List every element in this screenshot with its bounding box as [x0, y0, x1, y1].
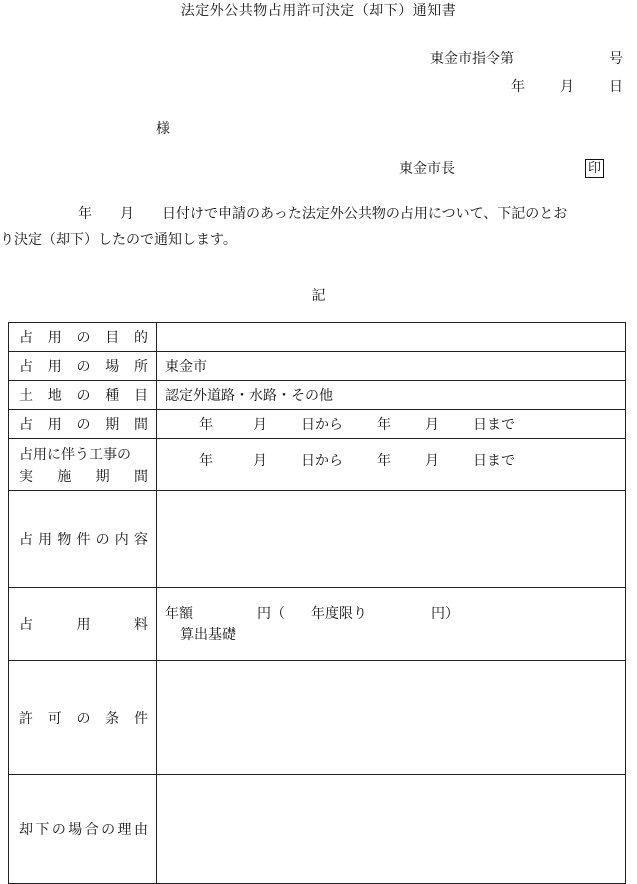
label-char: 件	[76, 532, 91, 548]
label-construction-line2	[9, 466, 156, 486]
period-dates: 年 月 日から 年 月 日まで	[199, 417, 515, 433]
label-char: 施	[57, 468, 72, 485]
construction-dates: 年 月 日から 年 月 日まで	[199, 452, 515, 469]
document-title: 法定外公共物占用許可決定（却下）通知書	[180, 3, 457, 19]
row-construction-period	[9, 439, 626, 491]
label-content	[9, 491, 157, 588]
label-period	[9, 410, 157, 439]
doc-number-prefix: 東金市指令第	[430, 51, 514, 67]
label-char: 実	[19, 468, 33, 485]
label-char: 場	[68, 822, 83, 838]
label-char: の	[76, 417, 91, 433]
label-char: 期	[105, 417, 120, 433]
row-conditions	[9, 661, 626, 775]
row-content	[9, 491, 626, 588]
label-char: の	[101, 822, 116, 838]
label-char: 期	[95, 468, 110, 485]
label-char: 却	[19, 822, 33, 838]
date-day: 日	[609, 79, 623, 95]
fee-annual-line: 年額 円（ 年度限り 円）	[165, 606, 459, 622]
label-char: 料	[134, 617, 148, 633]
value-period[interactable]	[157, 410, 626, 439]
row-land-type	[9, 381, 626, 410]
label-char: 目	[105, 330, 120, 346]
issuer-name: 東金市長	[399, 161, 455, 177]
row-rejection	[9, 775, 626, 884]
body-text-line2: り決定（却下）したので通知します。	[0, 232, 237, 248]
label-char: の	[76, 359, 91, 375]
label-char: 用	[47, 330, 62, 346]
label-char: 用	[47, 417, 62, 433]
label-char: 許	[19, 710, 33, 727]
row-place	[9, 352, 626, 381]
label-char: 用	[47, 359, 62, 375]
body-text-line1: 年 月 日付けで申請のあった法定外公共物の占用について、下記のとお	[78, 206, 568, 222]
label-char: 合	[84, 822, 99, 838]
value-place[interactable]: 東金市	[157, 352, 626, 381]
label-char: 占	[19, 532, 33, 548]
label-char: 容	[133, 532, 148, 548]
label-char: 用	[38, 532, 53, 548]
label-char: の	[76, 710, 91, 727]
label-char: 用	[76, 617, 91, 633]
seal-stamp: 印	[585, 159, 604, 178]
label-char: 条	[105, 710, 120, 727]
row-period	[9, 410, 626, 439]
label-char: 占	[19, 617, 33, 633]
permit-table	[8, 322, 626, 884]
label-char: 土	[19, 388, 33, 404]
label-char: 下	[35, 822, 50, 838]
label-char: の	[51, 822, 66, 838]
label-char: の	[95, 532, 110, 548]
value-fee[interactable]	[157, 588, 626, 661]
fee-basis: 算出基礎	[180, 627, 236, 643]
label-char: 占	[19, 417, 33, 433]
addressee-suffix: 様	[156, 121, 170, 137]
label-fee	[9, 588, 157, 661]
value-construction-period[interactable]	[157, 439, 626, 491]
label-char: 理	[117, 822, 132, 838]
label-char: 場	[105, 359, 120, 375]
label-char: 件	[134, 710, 148, 727]
value-land-type[interactable]: 認定外道路・水路・その他	[157, 381, 626, 410]
label-char: 占	[19, 359, 33, 375]
label-char: の	[76, 330, 91, 346]
value-content[interactable]	[157, 491, 626, 588]
label-char: 可	[47, 710, 62, 727]
label-char: 間	[134, 417, 148, 433]
doc-number-suffix: 号	[609, 51, 623, 67]
label-char: 占	[19, 330, 33, 346]
label-construction-period	[9, 439, 157, 491]
row-purpose	[9, 323, 626, 352]
value-rejection[interactable]	[157, 775, 626, 884]
label-place	[9, 352, 157, 381]
label-char: 間	[133, 468, 148, 485]
value-purpose[interactable]	[157, 323, 626, 352]
label-purpose	[9, 323, 157, 352]
label-char: の	[76, 388, 91, 404]
label-char: 地	[47, 388, 62, 404]
date-year: 年	[511, 79, 525, 95]
date-month: 月	[560, 79, 574, 95]
label-char: 的	[134, 330, 148, 346]
label-char: 物	[57, 532, 72, 548]
label-rejection	[9, 775, 157, 884]
ki-heading: 記	[311, 288, 326, 304]
label-conditions	[9, 661, 157, 775]
row-fee	[9, 588, 626, 661]
label-char: 内	[114, 532, 129, 548]
label-char: 種	[105, 388, 120, 404]
label-char: 由	[133, 822, 148, 838]
label-char: 所	[134, 359, 148, 375]
value-conditions[interactable]	[157, 661, 626, 775]
label-land-type	[9, 381, 157, 410]
label-char: 目	[134, 388, 148, 404]
label-construction-line1: 占用に伴う工事の	[19, 446, 131, 463]
